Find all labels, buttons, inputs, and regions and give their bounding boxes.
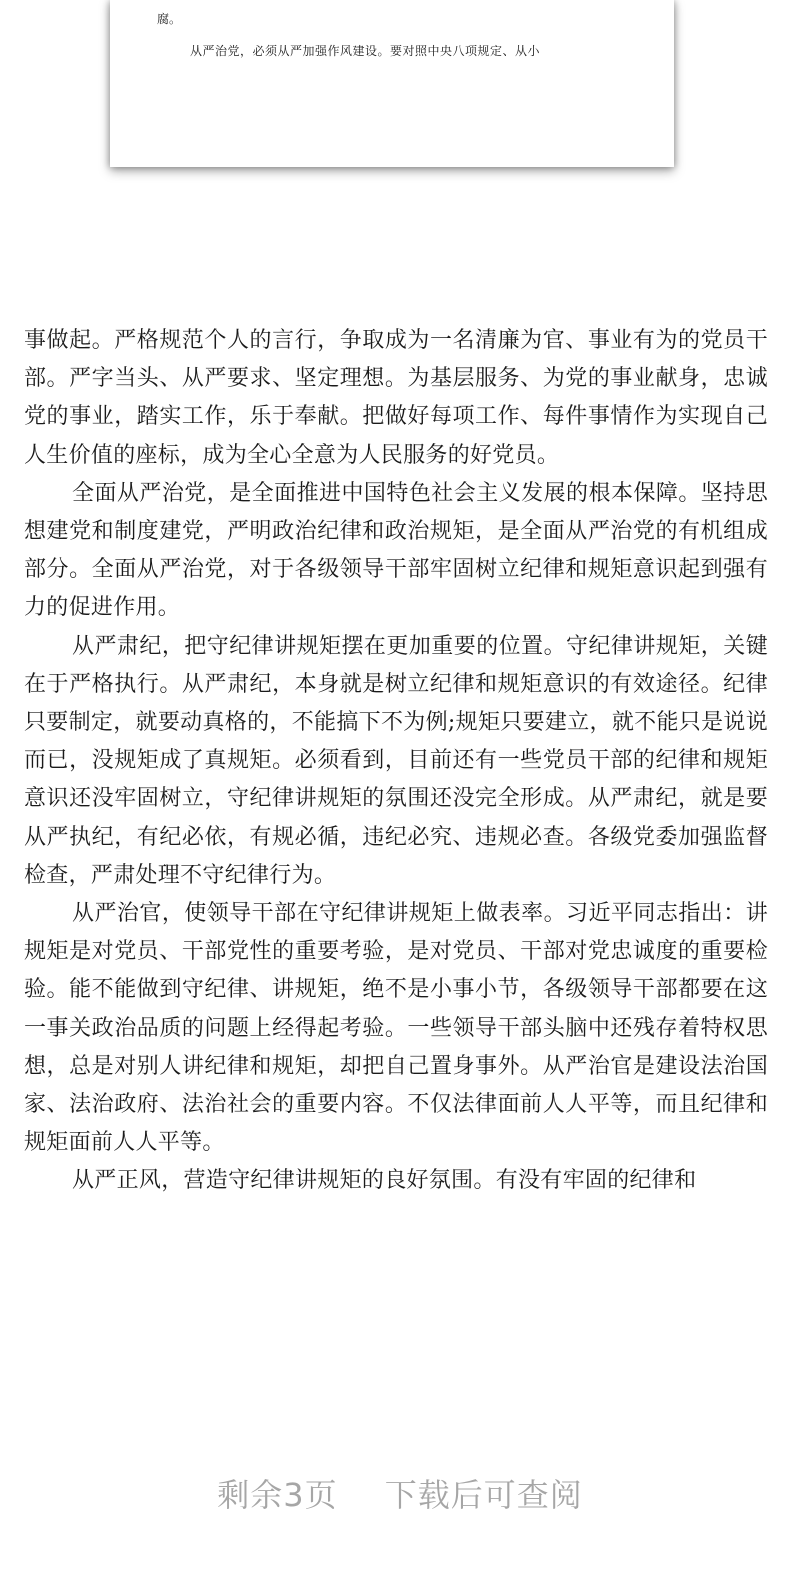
remaining-pages-label[interactable]: 剩余3页: [217, 1476, 338, 1514]
paragraph: 全面从严治党，是全面推进中国特色社会主义发展的根本保障。坚持思想建党和制度建党，严明政治纪律和政治规矩，是全面从严治党的有机组成部分。全面从严治党，对于各级领导干部牢固树立纪律和规矩意识起到强有力的促进作用。: [24, 480, 768, 621]
paragraph: 从严肃纪，把守纪律讲规矩摆在更加重要的位置。守纪律讲规矩，关键在于严格执行。从严肃纪，本身就是树立纪律和规矩意识的有效途径。纪律只要制定，就要动真格的，不能搞下不为例;规矩只要建立，就不能只是说说而已，没规矩成了真规矩。必须看到，目前还有一些党员干部的纪律和规矩意识还没牢固树立，守纪律讲规矩的氛围还没完全形成。从严肃纪，就是要从严执纪，有纪必依，有规必循，违纪必究、违规必查。各级党委加强监督检查，严肃处理不守纪律行为。: [24, 633, 768, 888]
card-text-line: 腐。: [157, 12, 182, 26]
download-prompt[interactable]: [0, 1470, 800, 1516]
document-body: [24, 322, 768, 1201]
card-text-line: 从严治党，必须从严加强作风建设。要对照中央八项规定、从小: [190, 44, 541, 58]
paragraph: 从严治官，使领导干部在守纪律讲规矩上做表率。习近平同志指出：讲规矩是对党员、干部党性的重要考验，是对党员、干部对党忠诚度的重要检验。能不能做到守纪律、讲规矩，绝不是小事小节，各级领导干部都要在这一事关政治品质的问题上经得起考验。一些领导干部头脑中还残存着特权思想，总是对别人讲纪律和规矩，却把自己置身事外。从严治官是建设法治国家、法治政府、法治社会的重要内容。不仅法律面前人人平等，而且纪律和规矩面前人人平等。: [24, 901, 768, 1156]
download-hint-label[interactable]: 下载后可查阅: [384, 1476, 583, 1514]
document-preview-card: [110, 0, 674, 167]
paragraph: 从严正风，营造守纪律讲规矩的良好氛围。有没有牢固的纪律和: [72, 1168, 697, 1194]
paragraph: 事做起。严格规范个人的言行，争取成为一名清廉为官、事业有为的党员干部。严字当头、从严要求、坚定理想。为基层服务、为党的事业献身，忠诚党的事业，踏实工作，乐于奉献。把做好每项工作、每件事情作为实现自己人生价值的座标，成为全心全意为人民服务的好党员。: [24, 328, 768, 468]
